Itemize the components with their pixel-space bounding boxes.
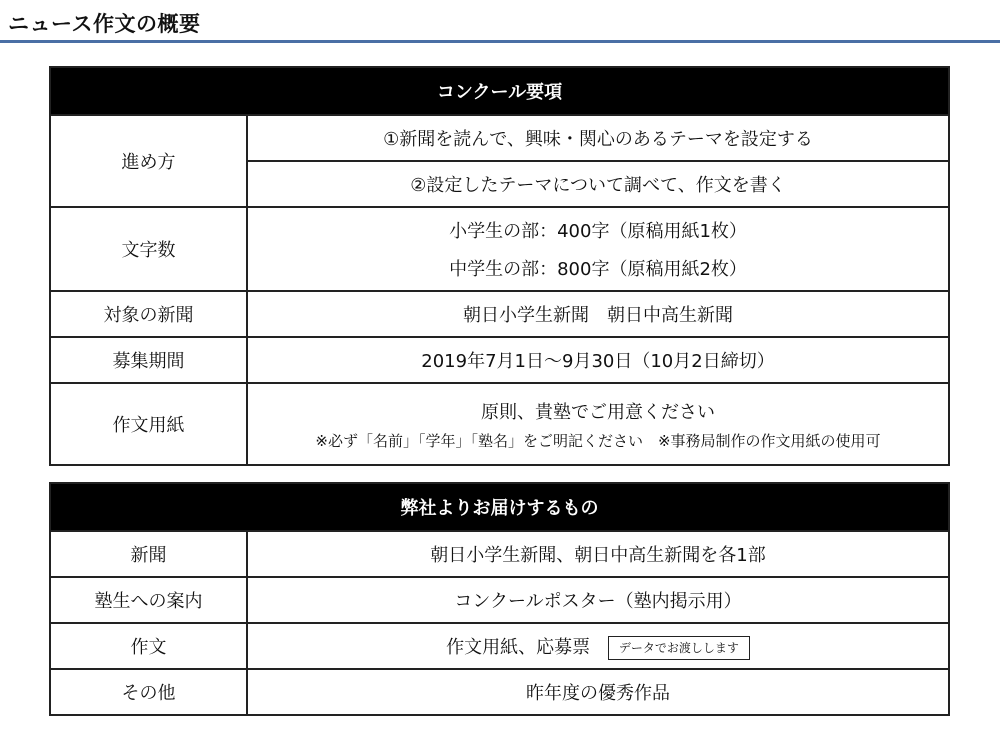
deliverables-table <box>49 482 950 716</box>
word-count-cell <box>247 207 949 291</box>
submission-period-value: 2019年7月1日～9月30日（10月2日締切） <box>247 337 949 383</box>
row-label-method: 進め方 <box>50 115 247 207</box>
deliverables-table-header: 弊社よりお届けするもの <box>50 483 949 531</box>
essay-paper-cell <box>247 383 949 465</box>
method-step-2: ②設定したテーマについて調べて、作文を書く <box>247 161 949 207</box>
title-divider <box>0 40 1000 43</box>
target-newspaper-value: 朝日小学生新聞 朝日中高生新聞 <box>247 291 949 337</box>
essay-value: 作文用紙、応募票 <box>446 636 591 658</box>
row-label-newspaper: 新聞 <box>50 531 247 577</box>
method-step-1: ①新聞を読んで、興味・関心のあるテーマを設定する <box>247 115 949 161</box>
row-label-other: その他 <box>50 669 247 715</box>
row-label-word-count: 文字数 <box>50 207 247 291</box>
row-label-essay: 作文 <box>50 623 247 669</box>
data-delivery-tag: データでお渡しします <box>608 636 750 660</box>
row-label-target-newspaper: 対象の新聞 <box>50 291 247 337</box>
contest-table-header: コンクール要項 <box>50 67 949 115</box>
row-label-submission-period: 募集期間 <box>50 337 247 383</box>
page-title: ニュース作文の概要 <box>8 12 201 36</box>
student-guide-value: コンクールポスター（塾内掲示用） <box>247 577 949 623</box>
row-label-student-guide: 塾生への案内 <box>50 577 247 623</box>
newspaper-value: 朝日小学生新聞、朝日中高生新聞を各1部 <box>247 531 949 577</box>
other-value: 昨年度の優秀作品 <box>247 669 949 715</box>
word-count-junior-high: 中学生の部：800字（原稿用紙2枚） <box>449 259 747 280</box>
contest-requirements-table <box>49 66 950 466</box>
word-count-elementary: 小学生の部：400字（原稿用紙1枚） <box>449 221 747 242</box>
essay-cell <box>247 623 949 669</box>
row-label-essay-paper: 作文用紙 <box>50 383 247 465</box>
essay-paper-value: 原則、貴塾でご用意ください <box>481 401 715 423</box>
essay-paper-note: ※必ず「名前」「学年」「塾名」をご明記ください ※事務局制作の作文用紙の使用可 <box>315 431 881 450</box>
